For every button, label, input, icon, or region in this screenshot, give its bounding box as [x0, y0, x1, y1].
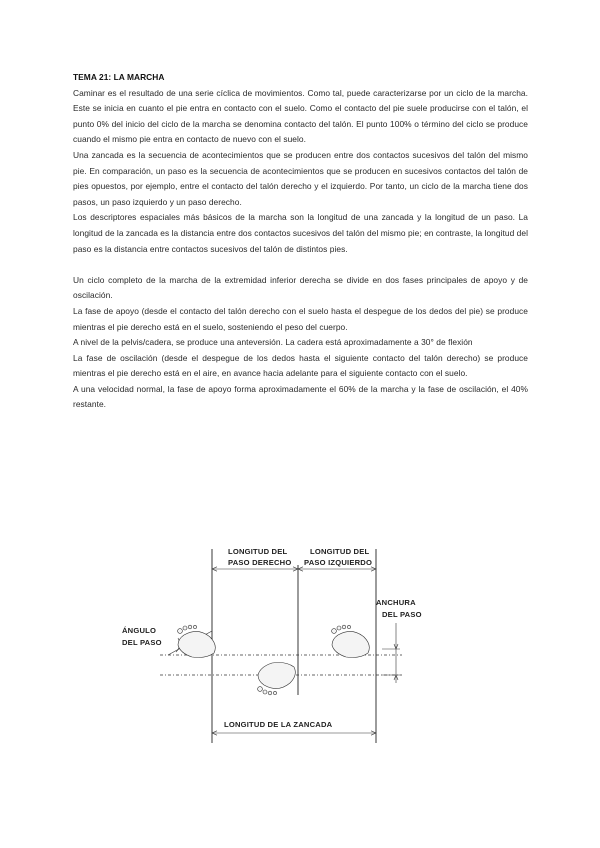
paragraph: Una zancada es la secuencia de acontecimientos que se producen entre dos contactos sucesivos del talón del mismo pie. En comparación, un paso es la secuencia de acontecimientos que se producen en sucesivos contactos del talón de pies opuestos, por ejemplo, entre el contacto del talón derecho y el izquierdo. Por tanto, un ciclo de la marcha tiene dos pasos, un paso izquierdo y un paso derecho.: [73, 149, 528, 207]
paragraph: Los descriptores espaciales más básicos de la marcha son la longitud de una zancada y la longitud de un paso. La longitud de la zancada es la distancia entre dos contactos sucesivos del talón del mismo pie; en contraste, la longitud del paso es la distancia entre contactos sucesivos del talón de distintos pies.: [73, 212, 528, 254]
paragraph: A una velocidad normal, la fase de apoyo forma aproximadamente el 60% de la marcha y la fase de oscilación, el 40% restante.: [73, 383, 528, 410]
paragraph: Un ciclo completo de la marcha de la extremidad inferior derecha se divide en dos fases principales de apoyo y de oscilación.: [73, 274, 528, 301]
document-title: TEMA 21: LA MARCHA: [73, 72, 165, 82]
paragraph: Caminar es el resultado de una serie cíclica de movimientos. Como tal, puede caracterizarse por un ciclo de la marcha. Este se inicia en cuanto el pie entra en contacto con el suelo. Como el contacto del pie suele producirse con el talón, el punto 0% del inicio del ciclo de la marcha se denomina contacto del talón. El punto 100% o término del ciclo se produce cuando el mismo pie entra en contacto de nuevo con el suelo.: [73, 87, 528, 145]
stride-label: LONGITUD DE LA ZANCADA: [224, 720, 333, 729]
text-body: [73, 70, 528, 413]
gait-diagram: [120, 535, 480, 765]
step-angle-label-line1: ÁNGULO: [122, 626, 157, 635]
step-right-label-line1: LONGITUD DEL: [228, 547, 288, 556]
footprint-right: [258, 663, 296, 695]
paragraph-gap: [73, 257, 528, 273]
step-right-label-line2: PASO DERECHO: [228, 558, 292, 567]
gait-diagram-svg: [120, 535, 480, 765]
step-width-label-line1: ANCHURA: [376, 598, 416, 607]
paragraph: A nivel de la pelvis/cadera, se produce una anteversión. La cadera está aproximadamente a 30° de flexión: [73, 337, 473, 348]
step-left-label-line2: PASO IZQUIERDO: [304, 558, 373, 567]
step-angle-label-line2: DEL PASO: [122, 638, 162, 647]
step-left-label-line1: LONGITUD DEL: [310, 547, 370, 556]
paragraph: La fase de apoyo (desde el contacto del talón derecho con el suelo hasta el despegue de los dedos del pie) se produce mientras el pie derecho está en el suelo, sosteniendo el peso del cuerpo.: [73, 305, 528, 332]
step-width-label-line2: DEL PASO: [382, 610, 422, 619]
paragraph: La fase de oscilación (desde el despegue de los dedos hasta el siguiente contacto del talón derecho) se produce mientras el pie derecho está en el aire, en avance hacia adelante para el siguiente contacto con el suelo.: [73, 352, 528, 379]
footprint-left-2: [332, 625, 370, 657]
footprint-left-1: [178, 625, 216, 657]
